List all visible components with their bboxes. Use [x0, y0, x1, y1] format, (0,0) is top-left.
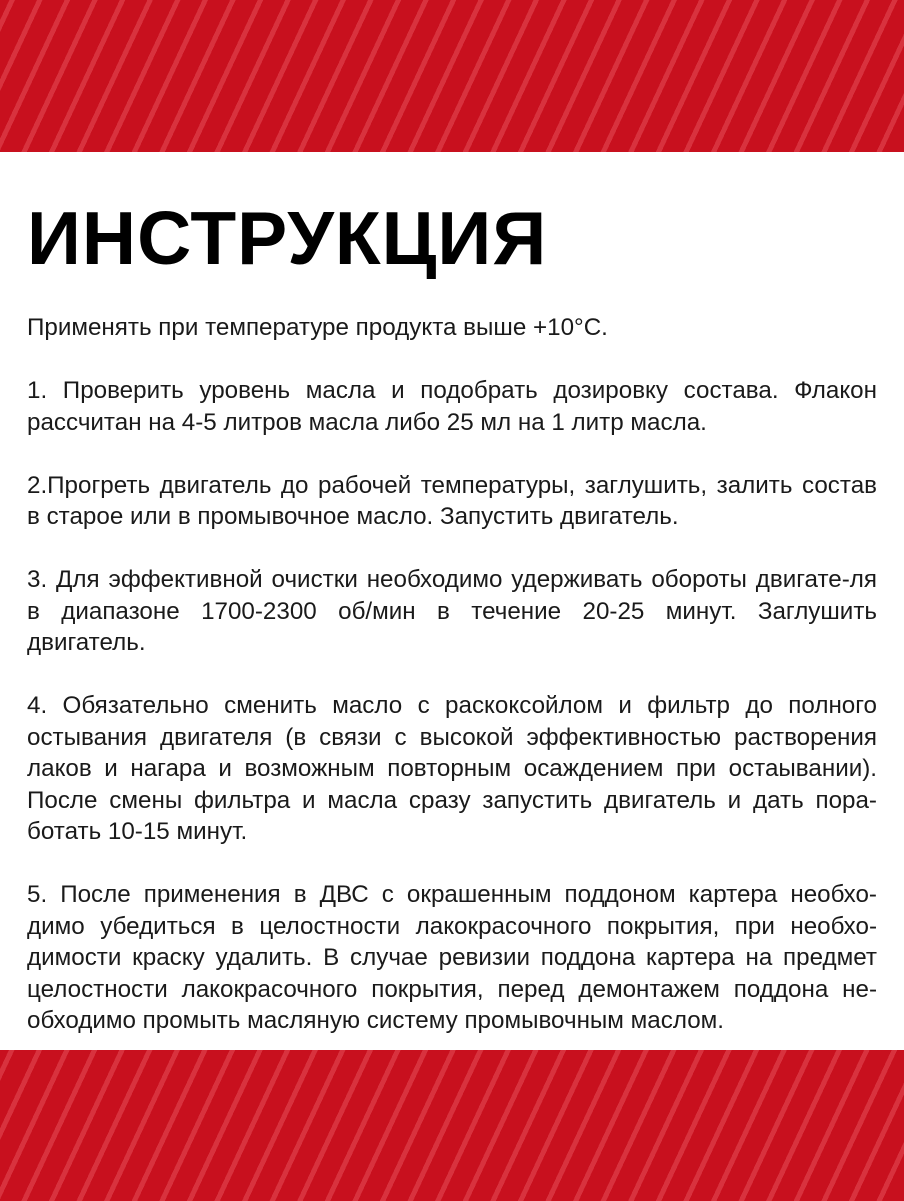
step-4-paragraph: 4. Обязательно сменить масло с раскоксойлом и фильтр до полного остывания двигателя (в связи с высокой эффективностью растворения лаков и нагара и возможным повторным осаждением при остаывании). После смены фильтра и масла сразу запустить двигатель и дать пора-ботать 10-15 минут. — [27, 692, 877, 845]
step-3-paragraph: 3. Для эффективной очистки необходимо удерживать обороты двигате-ля в диапазоне 1700-2300 об/мин в течение 20-25 минут. Заглушить двигатель. — [27, 566, 877, 656]
intro-paragraph: Применять при температуре продукта выше +10°C. — [27, 314, 608, 341]
bottom-red-striped-band — [0, 1050, 904, 1201]
step-1-paragraph: 1. Проверить уровень масла и подобрать дозировку состава. Флакон рассчитан на 4-5 литров масла либо 25 мл на 1 литр масла. — [27, 377, 877, 436]
step-2-paragraph: 2.Прогреть двигатель до рабочей температуры, заглушить, залить состав в старое или в промывочное масло. Запустить двигатель. — [27, 471, 877, 530]
instruction-text — [27, 312, 877, 1037]
step-5-paragraph: 5. После применения в ДВС с окрашенным поддоном картера необхо-димо убедиться в целостности лакокрасочного покрытия, при необхо-димости краску удалить. В случае ревизии поддона картера на предмет целостности лакокрасочного покрытия, перед демонтажем поддона не-обходимо промыть масляную систему промывочным маслом. — [27, 881, 877, 1034]
instruction-content — [27, 152, 877, 1050]
top-red-striped-band — [0, 0, 904, 152]
page-title: ИНСТРУКЦИЯ — [27, 196, 548, 280]
